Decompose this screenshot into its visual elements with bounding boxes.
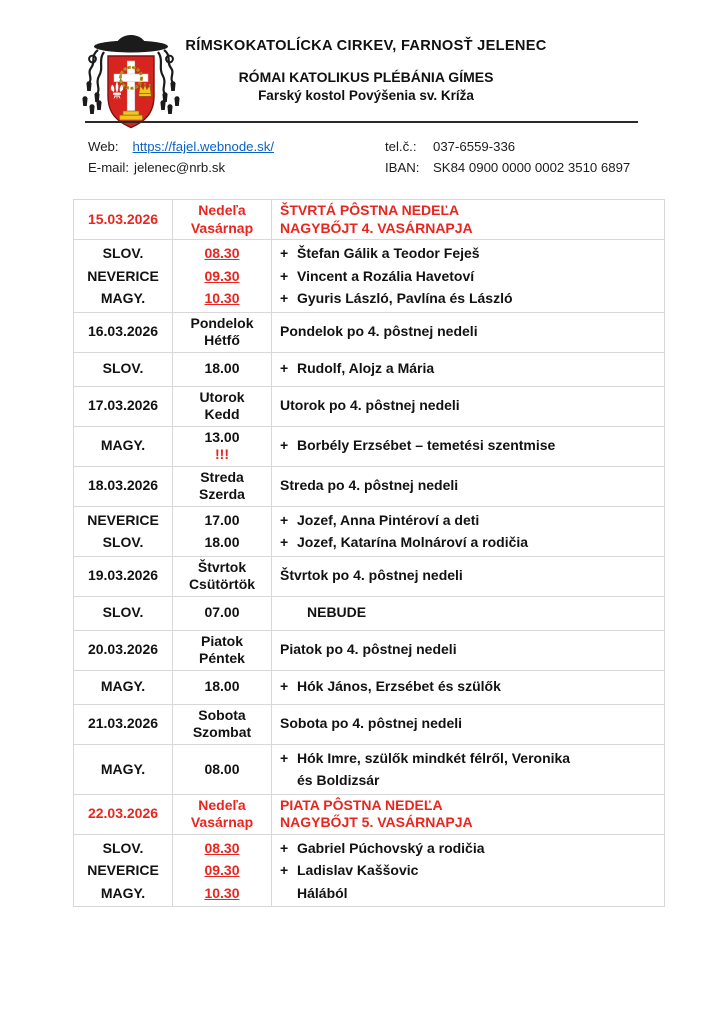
cell-text: Gyuris László, Pavlína és László <box>297 290 513 306</box>
cell-text: Kedd <box>204 406 240 422</box>
cell-line <box>280 567 660 585</box>
intention-cell <box>271 353 664 386</box>
cell-line <box>280 641 660 659</box>
parish-title-hu: RÓMAI KATOLIKUS PLÉBÁNIA GÍMES <box>238 69 494 85</box>
cell-text: 18.00 <box>204 534 240 550</box>
cell-line <box>280 814 660 832</box>
cell-content <box>177 315 267 350</box>
date-location-cell <box>74 745 172 794</box>
date-location-cell <box>74 467 172 506</box>
cell-text: 08.00 <box>204 760 240 777</box>
cell-line <box>78 360 168 378</box>
cell-text: Jozef, Katarína Molnároví a rodičia <box>297 534 529 550</box>
cross-plus-icon: + <box>280 511 289 528</box>
cell-line <box>280 220 660 238</box>
day-time-cell <box>172 671 271 704</box>
cell-content <box>78 242 168 310</box>
cell-content <box>280 604 660 622</box>
cell-line <box>280 360 660 378</box>
date-location-cell <box>74 795 172 834</box>
cell-line <box>177 265 267 288</box>
day-time-cell <box>172 507 271 556</box>
day-time-cell <box>172 467 271 506</box>
date-location-cell <box>74 200 172 239</box>
cell-text: Pondelok po 4. pôstnej nedeli <box>280 323 478 340</box>
cell-content <box>177 837 267 905</box>
cell-text: Štefan Gálik a Teodor Feješ <box>297 245 480 261</box>
intention-cell <box>271 705 664 744</box>
cross-plus-icon: + <box>280 360 289 377</box>
cell-line <box>280 678 660 696</box>
cell-content <box>78 477 168 495</box>
cell-line <box>177 859 267 882</box>
cell-content <box>280 323 660 341</box>
cell-line <box>177 797 267 815</box>
day-time-cell <box>172 557 271 596</box>
cell-content <box>280 797 660 832</box>
cell-text: MAGY. <box>100 884 146 901</box>
cell-line <box>177 406 267 424</box>
day-time-cell <box>172 597 271 630</box>
cell-text: Borbély Erzsébet – temetési szentmise <box>297 437 556 454</box>
cell-content <box>78 397 168 415</box>
cell-text: Streda <box>200 468 244 485</box>
intention-cell <box>271 557 664 596</box>
cell-line <box>78 531 168 554</box>
cell-content <box>177 429 267 464</box>
iban-line <box>385 157 630 178</box>
table-row <box>74 745 664 795</box>
cell-text: 09.30 <box>204 862 240 878</box>
intention-cell <box>271 631 664 670</box>
cell-line <box>280 882 660 905</box>
intention-cell <box>271 427 664 466</box>
cell-text: Nedeľa <box>198 202 246 218</box>
cell-content <box>78 758 168 781</box>
table-row <box>74 200 664 240</box>
cell-line <box>78 758 168 781</box>
cell-line <box>177 332 267 350</box>
cell-line <box>280 747 660 770</box>
cell-content <box>280 641 660 659</box>
tel-label: tel.č.: <box>385 139 417 154</box>
cell-line <box>177 633 267 651</box>
cell-text: és Boldizsár <box>297 772 380 788</box>
cell-line <box>280 242 660 265</box>
cell-text: MAGY. <box>100 678 146 695</box>
table-row <box>74 597 664 631</box>
cell-content <box>177 360 267 378</box>
cell-line <box>177 758 267 781</box>
cell-line <box>280 437 660 455</box>
cell-text: 19.03.2026 <box>87 567 159 584</box>
cell-text: 20.03.2026 <box>87 641 159 658</box>
header-divider <box>85 121 638 123</box>
table-row <box>74 835 664 907</box>
date-location-cell <box>74 313 172 352</box>
cell-content <box>177 202 267 237</box>
cell-content <box>78 211 168 229</box>
cell-line <box>280 837 660 860</box>
cell-line <box>78 715 168 733</box>
cell-line <box>78 509 168 532</box>
cell-line <box>177 287 267 310</box>
cell-text: Péntek <box>199 650 245 666</box>
iban-label: IBAN: <box>385 160 420 175</box>
cell-line <box>177 202 267 220</box>
date-location-cell <box>74 835 172 907</box>
cell-text: 08.30 <box>204 245 240 261</box>
cell-line <box>78 323 168 341</box>
date-location-cell <box>74 671 172 704</box>
web-label: Web: <box>88 139 119 154</box>
cell-text: 16.03.2026 <box>87 323 159 340</box>
table-row <box>74 427 664 467</box>
cell-line <box>78 265 168 288</box>
parish-title-sk: RÍMSKOKATOLÍCKA CIRKEV, FARNOSŤ JELENEC <box>185 38 547 54</box>
cell-line <box>280 797 660 815</box>
cell-text: Sobota <box>198 706 246 723</box>
cell-text: Jozef, Anna Pintéroví a deti <box>297 511 480 528</box>
cell-text: Štvrtok <box>197 558 247 575</box>
cell-text: 09.30 <box>204 267 240 284</box>
table-row <box>74 631 664 671</box>
day-time-cell <box>172 705 271 744</box>
cell-text: 21.03.2026 <box>87 715 159 732</box>
cell-text: SLOV. <box>102 839 144 856</box>
cell-content <box>78 509 168 554</box>
cell-text: MAGY. <box>100 437 146 454</box>
cell-text: Pondelok <box>190 314 254 331</box>
cell-content <box>177 797 267 832</box>
cell-text: NEVERICE <box>87 511 159 528</box>
cell-line <box>177 220 267 238</box>
cell-content <box>78 837 168 905</box>
cross-plus-icon: + <box>280 862 289 878</box>
intention-cell <box>271 467 664 506</box>
date-location-cell <box>74 240 172 312</box>
cell-line <box>78 287 168 310</box>
church-subtitle: Farský kostol Povýšenia sv. Kríža <box>258 88 474 103</box>
intention-cell <box>271 313 664 352</box>
cell-line <box>280 715 660 733</box>
cell-line <box>78 641 168 659</box>
cell-content <box>78 678 168 696</box>
cell-line <box>78 477 168 495</box>
cell-line <box>78 837 168 860</box>
date-location-cell <box>74 557 172 596</box>
cross-plus-icon: + <box>280 534 289 550</box>
cell-line <box>177 707 267 725</box>
cell-line <box>280 604 660 622</box>
cell-line <box>78 211 168 229</box>
cell-line <box>177 650 267 668</box>
cell-content <box>78 641 168 659</box>
table-row <box>74 705 664 745</box>
cell-content <box>177 707 267 742</box>
intention-cell <box>271 240 664 312</box>
cell-line <box>280 859 660 882</box>
cell-text: Gabriel Púchovský a rodičia <box>297 839 485 856</box>
cell-content <box>280 567 660 585</box>
cell-text: SLOV. <box>102 360 144 377</box>
cell-line <box>78 437 168 455</box>
contact-info <box>88 136 666 178</box>
cell-line <box>280 287 660 310</box>
intention-cell <box>271 597 664 630</box>
web-link[interactable]: https://fajel.webnode.sk/ <box>132 139 275 154</box>
cell-content <box>280 477 660 495</box>
cell-content <box>280 747 660 792</box>
cell-line <box>78 567 168 585</box>
cell-line <box>280 265 660 288</box>
cell-text: 10.30 <box>204 290 240 306</box>
intention-cell <box>271 507 664 556</box>
cell-text: NAGYBŐJT 5. VASÁRNAPJA <box>280 814 473 830</box>
cell-text: NEBUDE <box>307 604 367 621</box>
cell-text: Vasárnap <box>190 814 254 830</box>
cell-text: Hók János, Erzsébet és szülők <box>297 678 501 695</box>
cell-text: Vincent a Rozália Havetoví <box>297 267 475 284</box>
cell-line <box>177 531 267 554</box>
cell-text: Piatok <box>200 632 243 649</box>
day-time-cell <box>172 313 271 352</box>
tel-value: 037-6559-336 <box>433 139 516 154</box>
cell-text: NEVERICE <box>87 862 159 878</box>
cell-text: Utorok <box>199 388 245 405</box>
table-row <box>74 557 664 597</box>
cell-line <box>177 814 267 832</box>
cell-text: Hók Imre, szülők mindkét félről, Veronika <box>297 749 571 766</box>
cell-text: 08.30 <box>204 839 240 856</box>
cell-text: Vasárnap <box>190 219 254 236</box>
cell-content <box>177 469 267 504</box>
cell-text: SLOV. <box>102 604 144 621</box>
day-time-cell <box>172 427 271 466</box>
cell-text: ŠTVRTÁ PÔSTNA NEDEĽA <box>280 202 460 218</box>
email-value: jelenec@nrb.sk <box>134 160 226 175</box>
cell-content <box>78 604 168 622</box>
intention-cell <box>271 745 664 794</box>
cross-plus-icon: + <box>280 267 289 284</box>
cell-line <box>280 769 660 792</box>
cell-content <box>78 437 168 455</box>
schedule-table <box>73 199 665 907</box>
cell-line <box>177 242 267 265</box>
email-label: E-mail: <box>88 160 130 175</box>
cell-text: Hálából <box>297 884 348 901</box>
cell-line <box>177 360 267 378</box>
cell-text: Sobota po 4. pôstnej nedeli <box>280 715 463 732</box>
cell-text: 22.03.2026 <box>87 805 159 822</box>
iban-value: SK84 0900 0000 0002 3510 6897 <box>433 160 631 175</box>
table-row <box>74 240 664 313</box>
cell-text: Rudolf, Alojz a Mária <box>297 360 435 377</box>
intention-cell <box>271 835 664 907</box>
cell-line <box>280 531 660 554</box>
day-time-cell <box>172 200 271 239</box>
cell-line <box>177 604 267 622</box>
date-location-cell <box>74 705 172 744</box>
cross-plus-icon: + <box>280 839 289 856</box>
cell-content <box>177 559 267 594</box>
cell-text: 18.03.2026 <box>87 477 159 494</box>
cell-text: Csütörtök <box>188 576 256 592</box>
cell-text: NEVERICE <box>87 267 159 284</box>
cell-line <box>177 315 267 333</box>
day-time-cell <box>172 745 271 794</box>
intention-cell <box>271 387 664 426</box>
masthead <box>180 38 552 104</box>
cell-content <box>177 389 267 424</box>
cross-plus-icon: + <box>280 678 289 695</box>
cell-text: MAGY. <box>100 290 146 306</box>
cell-text: SLOV. <box>102 245 144 261</box>
day-time-cell <box>172 240 271 312</box>
cell-text: 07.00 <box>204 604 240 621</box>
intention-cell <box>271 795 664 834</box>
cell-content <box>177 242 267 310</box>
day-time-cell <box>172 353 271 386</box>
cell-text: NAGYBŐJT 4. VASÁRNAPJA <box>280 219 473 236</box>
date-location-cell <box>74 427 172 466</box>
cell-text: Štvrtok po 4. pôstnej nedeli <box>280 567 463 584</box>
cell-line <box>177 559 267 577</box>
cell-content <box>280 509 660 554</box>
cell-text: 17.03.2026 <box>87 397 159 414</box>
cell-line <box>280 323 660 341</box>
cell-content <box>177 678 267 696</box>
cell-line <box>280 397 660 415</box>
cell-line <box>177 724 267 742</box>
cell-content <box>78 715 168 733</box>
table-row <box>74 313 664 353</box>
cell-content <box>280 837 660 905</box>
cross-plus-icon: + <box>280 437 289 454</box>
tel-line <box>385 136 630 157</box>
cell-content <box>78 323 168 341</box>
date-location-cell <box>74 353 172 386</box>
intention-cell <box>271 671 664 704</box>
cell-line <box>177 429 267 464</box>
cell-content <box>177 633 267 668</box>
cell-content <box>177 604 267 622</box>
cross-plus-icon: + <box>280 749 289 766</box>
cross-plus-icon: + <box>280 245 289 261</box>
cell-content <box>280 360 660 378</box>
cell-line <box>280 477 660 495</box>
contact-right-column <box>385 136 630 178</box>
date-location-cell <box>74 631 172 670</box>
cell-content <box>78 567 168 585</box>
cell-text: 13.00 <box>204 428 240 445</box>
day-time-cell <box>172 387 271 426</box>
cell-text: Ladislav Kaššovic <box>297 862 419 878</box>
table-row <box>74 671 664 705</box>
cell-text: 18.00 <box>204 678 240 695</box>
cell-text: Utorok po 4. pôstnej nedeli <box>280 397 460 414</box>
date-location-cell <box>74 597 172 630</box>
table-row <box>74 795 664 835</box>
cell-line <box>78 882 168 905</box>
cross-plus-icon: + <box>280 290 289 306</box>
cell-line <box>78 604 168 622</box>
intention-cell <box>271 200 664 239</box>
cell-text: 15.03.2026 <box>87 210 159 227</box>
cell-text: Nedeľa <box>198 796 246 813</box>
cell-line <box>177 486 267 504</box>
cell-text: PIATA PÔSTNA NEDEĽA <box>280 796 443 813</box>
table-row <box>74 467 664 507</box>
cell-text: MAGY. <box>100 760 146 777</box>
cell-line <box>78 397 168 415</box>
cell-text: SLOV. <box>102 534 144 550</box>
cell-text: 10.30 <box>204 884 240 901</box>
cell-content <box>280 715 660 733</box>
cell-line <box>280 509 660 532</box>
cell-content <box>78 805 168 823</box>
cell-line <box>177 469 267 487</box>
cell-content <box>177 509 267 554</box>
cell-text: Streda po 4. pôstnej nedeli <box>280 477 459 494</box>
cell-line <box>78 242 168 265</box>
cell-line <box>177 389 267 407</box>
cell-content <box>177 758 267 781</box>
day-time-cell <box>172 631 271 670</box>
cell-line <box>177 837 267 860</box>
cell-text: Szombat <box>192 724 252 740</box>
cell-line <box>177 509 267 532</box>
cell-line <box>78 678 168 696</box>
cell-line <box>78 859 168 882</box>
cell-text: Piatok po 4. pôstnej nedeli <box>280 641 457 658</box>
cell-content <box>280 437 660 455</box>
date-location-cell <box>74 507 172 556</box>
cell-line <box>280 202 660 220</box>
table-row <box>74 353 664 387</box>
cell-content <box>280 242 660 310</box>
cell-line <box>78 805 168 823</box>
date-location-cell <box>74 387 172 426</box>
cell-text: !!! <box>215 446 229 462</box>
cell-line <box>177 882 267 905</box>
cell-content <box>280 202 660 237</box>
cell-text: Szerda <box>199 486 245 502</box>
day-time-cell <box>172 795 271 834</box>
table-row <box>74 507 664 557</box>
cell-content <box>280 678 660 696</box>
cell-text: Hétfő <box>204 332 240 348</box>
cell-text: 17.00 <box>204 511 240 528</box>
cell-content <box>78 360 168 378</box>
day-time-cell <box>172 835 271 907</box>
cell-line <box>177 576 267 594</box>
cell-content <box>280 397 660 415</box>
table-row <box>74 387 664 427</box>
cell-text: 18.00 <box>204 360 240 377</box>
cell-line <box>177 678 267 696</box>
